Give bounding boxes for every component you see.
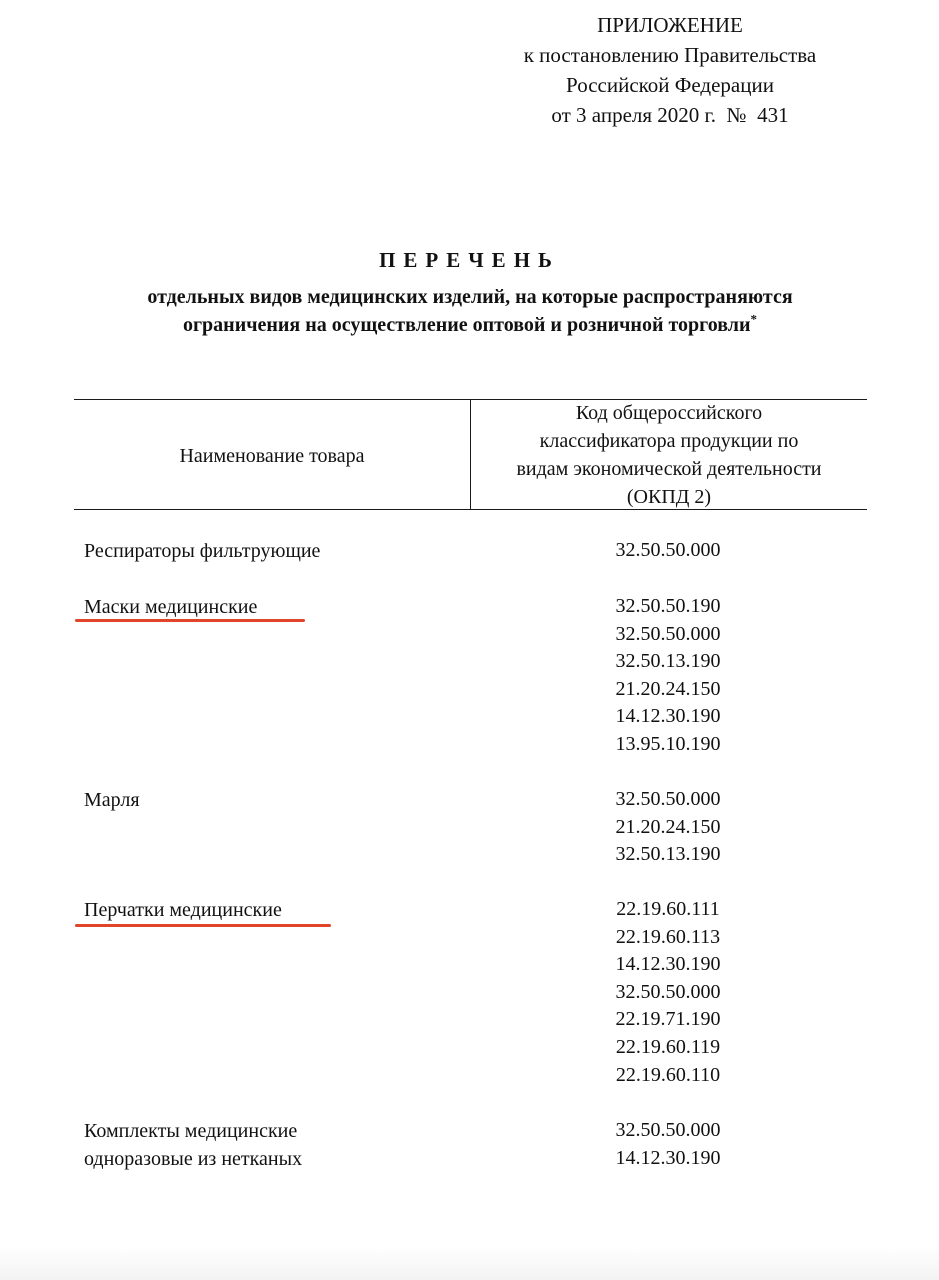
item-name [84,1117,302,1173]
document-title: ПЕРЕЧЕНЬ [379,248,560,272]
column-header-code [471,399,867,511]
item-codes [490,896,846,1089]
appendix-line-3: от 3 апреля 2020 г. № 431 [551,103,789,127]
item-codes [490,1117,846,1172]
item-name: Маски медицинские [84,596,258,618]
appendix-line-1: к постановлению Правительства [523,43,817,67]
subtitle-line-2 [40,311,900,339]
okpd-code: 32.50.50.000 [615,622,721,645]
highlight-underline [75,619,305,622]
okpd-code: 14.12.30.190 [615,1146,721,1169]
code-header-line-1: Код общероссийского [575,402,763,424]
footnote-mark: * [750,311,758,327]
okpd-code: 14.12.30.190 [615,953,721,976]
okpd-code: 22.19.60.110 [615,1063,721,1086]
item-codes [490,537,846,565]
highlight-underline [75,924,331,927]
appendix-heading: ПРИЛОЖЕНИЕ [597,13,743,37]
okpd-code: 22.19.71.190 [615,1008,721,1031]
okpd-code: 22.19.60.119 [615,1035,721,1058]
page-bottom-edge [0,1246,939,1280]
okpd-code: 32.50.50.000 [615,1119,721,1141]
okpd-code: 13.95.10.190 [615,732,721,755]
okpd-code: 22.19.60.113 [615,925,721,948]
okpd-code: 32.50.50.000 [615,980,721,1003]
item-name: Перчатки медицинские [84,899,282,921]
code-header-line-2: классификатора продукции по [539,430,799,452]
subtitle-line-1: отдельных видов медицинских изделий, на которые распространяются [147,286,793,308]
okpd-code: 21.20.24.150 [615,815,721,838]
item-name-line-2: одноразовые из нетканых [84,1148,303,1170]
code-header-line-3: видам экономической деятельности [516,458,822,480]
okpd-code: 32.50.13.190 [615,843,721,866]
subtitle-line-2-text: ограничения на осуществление оптовой и розничной торговли [182,314,751,336]
item-codes [490,593,846,759]
okpd-code: 21.20.24.150 [615,677,721,700]
appendix-line-2: Российской Федерации [566,73,774,97]
okpd-code: 32.50.50.000 [615,539,721,561]
okpd-code: 32.50.50.000 [615,788,721,810]
item-name: Марля [84,789,140,811]
appendix-block [470,10,870,130]
item-codes [490,786,846,869]
document-subtitle [40,283,900,339]
okpd-code: 32.50.50.190 [615,595,721,617]
item-name: Респираторы фильтрующие [84,540,321,562]
okpd-code: 32.50.13.190 [615,650,721,673]
okpd-code: 22.19.60.111 [616,898,720,920]
item-name-line-1: Комплекты медицинские [84,1120,298,1142]
column-header-name: Наименование товара [179,445,365,467]
okpd-code: 14.12.30.190 [615,705,721,728]
code-header-line-4: (ОКПД 2) [626,486,712,508]
